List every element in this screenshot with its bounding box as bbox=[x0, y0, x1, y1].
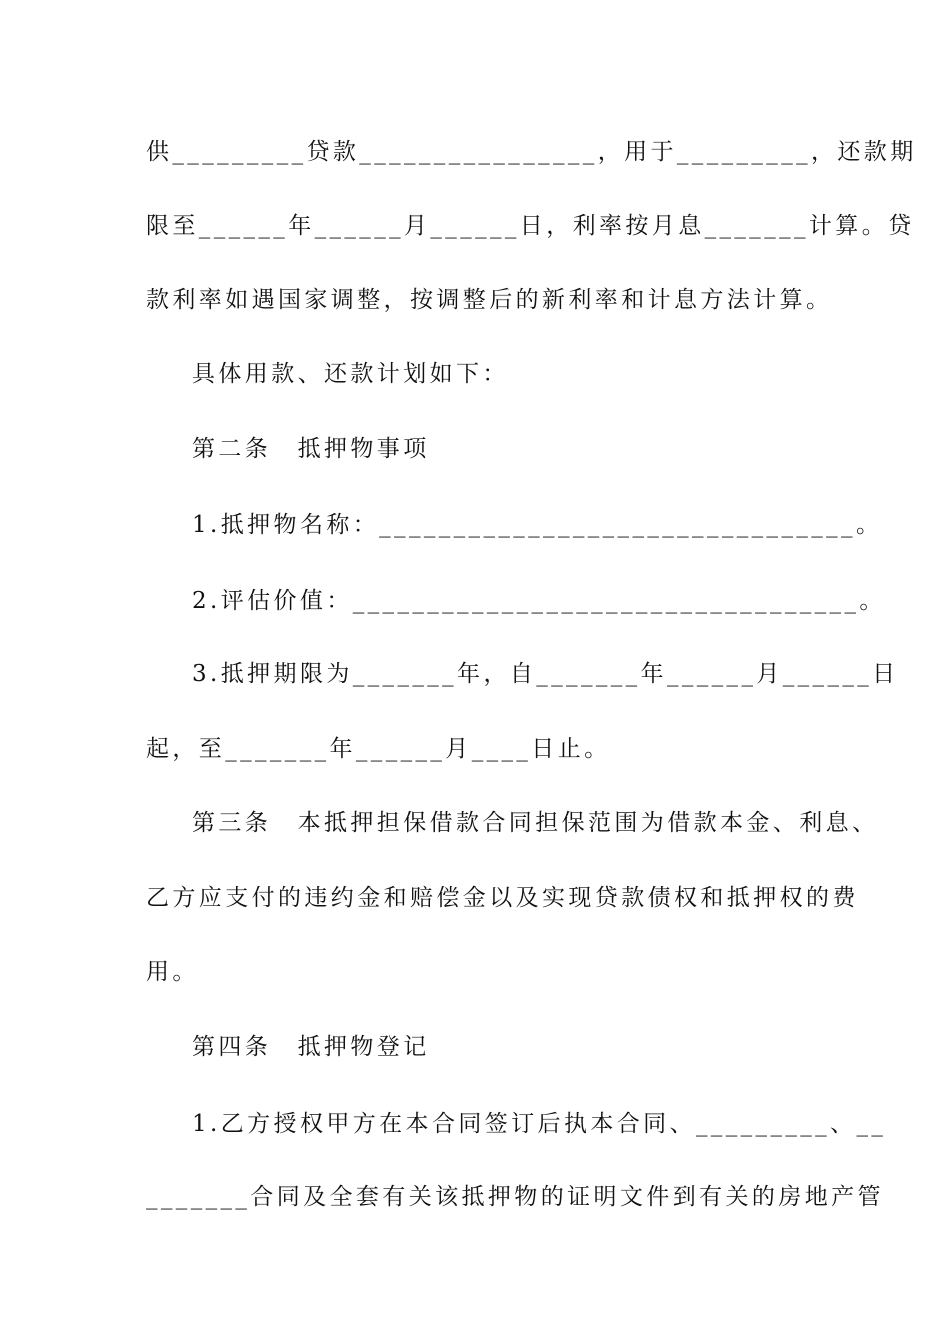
paragraph-line-2: 限至______年______月______日，利率按月息_______计算。贷 bbox=[146, 213, 915, 239]
mortgage-term-line: 3.抵押期限为_______年，自_______年______月______日 bbox=[192, 661, 899, 687]
mortgage-term-line-cont: 起，至_______年______月____日止。 bbox=[146, 736, 611, 762]
registration-line-cont: _______合同及全套有关该抵押物的证明文件到有关的房地产管 bbox=[146, 1184, 884, 1210]
collateral-name-line: 1.抵押物名称：________________________________。 bbox=[192, 512, 883, 538]
paragraph-line-3: 款利率如遇国家调整，按调整后的新利率和计息方法计算。 bbox=[146, 287, 833, 313]
appraisal-value-line: 2.评估价值：__________________________________。 bbox=[192, 588, 886, 614]
article-three-line: 第三条 本抵押担保借款合同担保范围为借款本金、利息、 bbox=[192, 810, 879, 836]
paragraph-line-1: 供_________贷款________________，用于_________，还款期 bbox=[146, 139, 917, 165]
paragraph-line-4: 具体用款、还款计划如下： bbox=[192, 361, 509, 387]
article-four-heading: 第四条 抵押物登记 bbox=[192, 1034, 430, 1060]
article-two-heading: 第二条 抵押物事项 bbox=[192, 436, 430, 462]
article-three-line-end: 用。 bbox=[146, 959, 199, 985]
article-three-line-cont: 乙方应支付的违约金和赔偿金以及实现贷款债权和抵押权的费 bbox=[146, 885, 859, 911]
registration-line: 1.乙方授权甲方在本合同签订后执本合同、_________、__ bbox=[192, 1111, 887, 1137]
